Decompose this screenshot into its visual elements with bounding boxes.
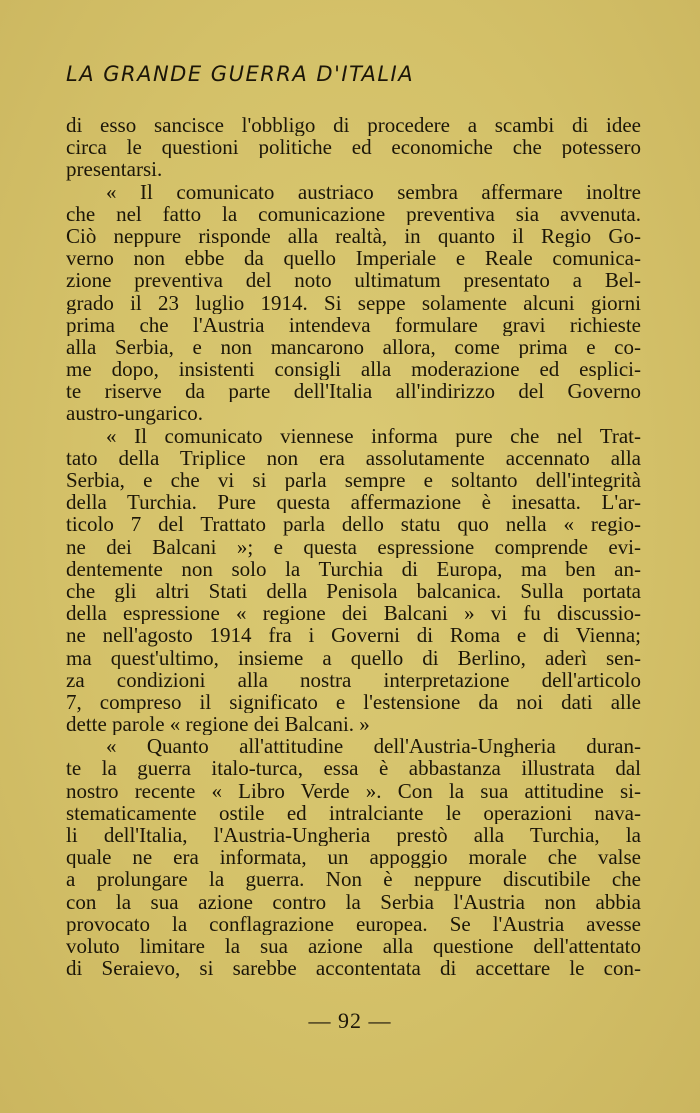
text-line: ma quest'ultimo, insieme a quello di Berlino, aderì sen- [66, 646, 641, 669]
text-line: della Turchia. Pure questa affermazione è inesatta. L'ar- [66, 491, 641, 514]
text-line: Ciò neppure risponde alla realtà, in quanto il Regio Go- [66, 224, 641, 248]
text-line: te riserve da parte dell'Italia all'indirizzo del Governo [66, 380, 641, 403]
text-line: grado il 23 luglio 1914. Si seppe solamente alcuni giorni [66, 291, 641, 314]
text-line: me dopo, insistenti consigli alla moderazione ed esplici- [66, 358, 641, 381]
text-line: 7, compreso il significato e l'estensione da noi dati alle [66, 690, 641, 714]
text-line: « Quanto all'attitudine dell'Austria-Ungheria duran- [106, 735, 641, 758]
text-line: ne dei Balcani »; e questa espressione comprende evi- [66, 535, 641, 558]
text-line: nostro recente « Libro Verde ». Con la sua attitudine si- [66, 779, 641, 802]
text-line: quale ne era informata, un appoggio morale che valse [66, 846, 641, 869]
text-line: li dell'Italia, l'Austria-Ungheria prestò alla Turchia, la [66, 824, 641, 847]
text-line: za condizioni alla nostra interpretazione dell'articolo [66, 668, 641, 691]
text-line: zione preventiva del noto ultimatum presentato a Bel- [66, 269, 641, 292]
text-line: che gli altri Stati della Penisola balcanica. Sulla portata [66, 579, 641, 603]
text-line: presentarsi. [66, 158, 163, 181]
text-line: che nel fatto la comunicazione preventiva sia avvenuta. [66, 202, 641, 225]
text-line: austro-ungarico. [66, 402, 204, 425]
text-line: con la sua azione contro la Serbia l'Austria non abbia [66, 890, 641, 913]
text-line: « Il comunicato viennese informa pure che nel Trat- [106, 424, 641, 447]
text-line: di Seraievo, si sarebbe accontentata di accettare le con- [66, 957, 641, 980]
text-line: dentemente non solo la Turchia di Europa, ma ben an- [66, 557, 641, 580]
text-line: alla Serbia, e non mancarono allora, come prima e co- [66, 335, 641, 359]
text-line: ticolo 7 del Trattato parla dello statu quo nella « regio- [66, 513, 641, 536]
running-title: LA GRANDE GUERRA D'ITALIA [66, 62, 415, 86]
text-line: della espressione « regione dei Balcani » vi fu discussio- [66, 602, 641, 625]
text-line: a prolungare la guerra. Non è neppure discutibile che [66, 868, 641, 891]
text-line: di esso sancisce l'obbligo di procedere a scambi di idee [66, 114, 641, 137]
text-line: ne nell'agosto 1914 fra i Governi di Roma e di Vienna; [66, 624, 641, 647]
text-line: circa le questioni politiche ed economiche che potessero [66, 136, 641, 159]
text-line: tato della Triplice non era assolutamente accennato alla [66, 446, 641, 469]
page-number: — 92 — [308, 1008, 392, 1033]
text-line: voluto limitare la sua azione alla questione dell'attentato [66, 934, 641, 958]
text-line: te la guerra italo-turca, essa è abbastanza illustrata dal [66, 757, 641, 780]
body-text [66, 114, 641, 979]
text-line: dette parole « regione dei Balcani. » [66, 713, 370, 736]
text-line: « Il comunicato austriaco sembra affermare inoltre [106, 180, 641, 203]
text-line: verno non ebbe da quello Imperiale e Reale comunica- [66, 247, 641, 270]
text-line: Serbia, e che vi si parla sempre e soltanto dell'integrità [66, 469, 641, 492]
text-line: provocato la conflagrazione europea. Se l'Austria avesse [66, 912, 641, 935]
text-line: stematicamente ostile ed intralciante le operazioni nava- [66, 801, 641, 824]
text-line: prima che l'Austria intendeva formulare gravi richieste [66, 313, 641, 336]
